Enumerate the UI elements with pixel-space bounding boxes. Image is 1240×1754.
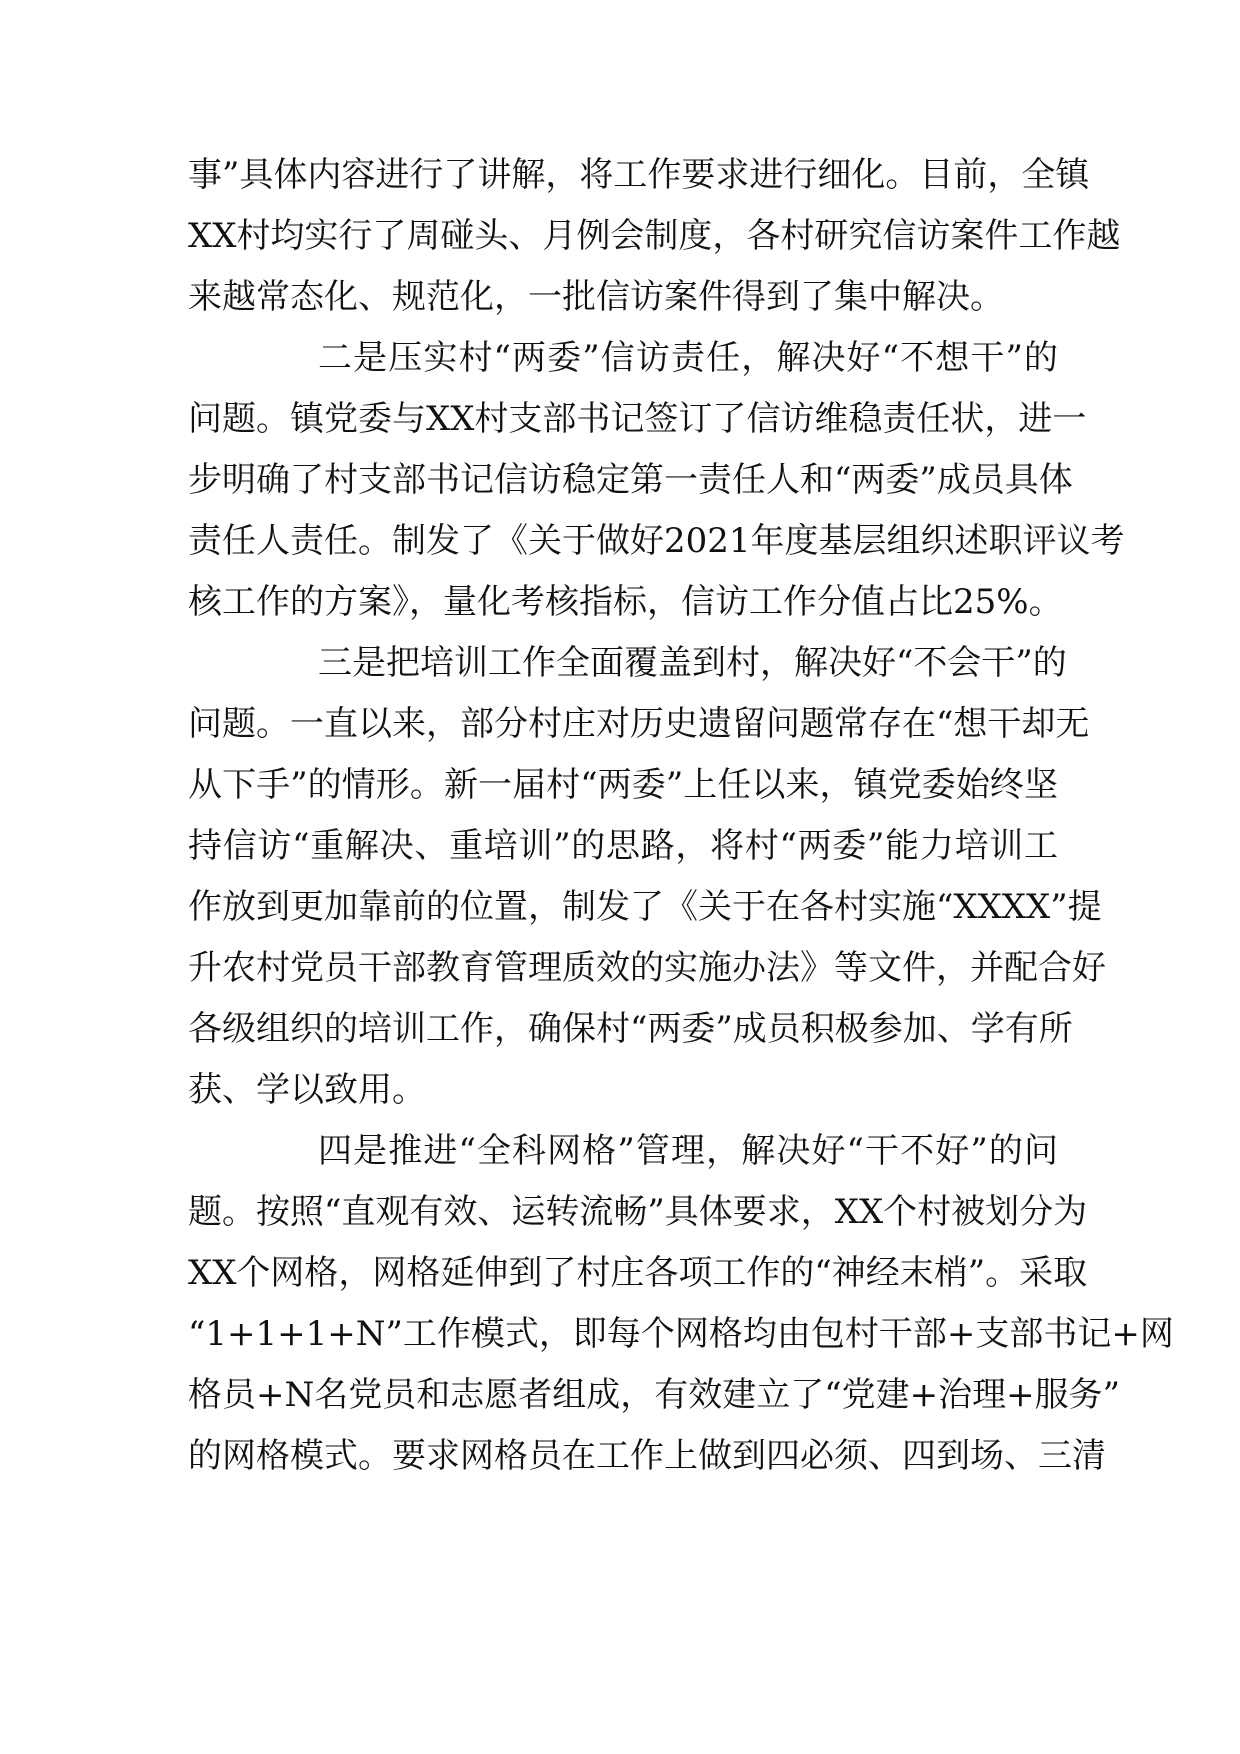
text-line: 问题。镇党委与XX村支部书记签订了信访维稳责任状，进一 — [188, 399, 1087, 439]
text-line: 事”具体内容进行了讲解，将工作要求进行细化。目前，全镇 — [188, 155, 1090, 195]
text-line: 责任人责任。制发了《关于做好2021年度基层组织述职评议考 — [188, 521, 1125, 561]
text-line: 的网格模式。要求网格员在工作上做到四必须、四到场、三清 — [188, 1436, 1106, 1476]
paragraph-heading-line: 二是压实村“两委”信访责任，解决好“不想干”的 — [318, 338, 1058, 378]
text-line: 步明确了村支部书记信访稳定第一责任人和“两委”成员具体 — [188, 460, 1073, 500]
text-line: XX村均实行了周碰头、月例会制度，各村研究信访案件工作越 — [188, 216, 1121, 256]
text-line: 各级组织的培训工作，确保村“两委”成员积极参加、学有所 — [188, 1009, 1073, 1049]
text-line: “1+1+1+N”工作模式，即每个网格均由包村干部+支部书记+网 — [188, 1314, 1174, 1354]
text-line: 从下手”的情形。新一届村“两委”上任以来，镇党委始终坚 — [188, 765, 1058, 805]
text-line: XX个网格，网格延伸到了村庄各项工作的“神经末梢”。采取 — [188, 1253, 1088, 1293]
text-line: 核工作的方案》，量化考核指标，信访工作分值占比25%。 — [188, 582, 1063, 622]
paragraph-heading-line: 四是推进“全科网格”管理，解决好“干不好”的问 — [318, 1131, 1058, 1171]
text-line: 升农村党员干部教育管理质效的实施办法》等文件，并配合好 — [188, 948, 1106, 988]
text-line: 持信访“重解决、重培训”的思路，将村“两委”能力培训工 — [188, 826, 1058, 866]
text-line: 获、学以致用。 — [188, 1070, 426, 1110]
text-line: 来越常态化、规范化，一批信访案件得到了集中解决。 — [188, 277, 1004, 317]
text-line: 格员+N名党员和志愿者组成，有效建立了“党建+治理+服务” — [188, 1375, 1120, 1415]
text-line: 问题。一直以来，部分村庄对历史遗留问题常存在“想干却无 — [188, 704, 1090, 744]
text-line: 题。按照“直观有效、运转流畅”具体要求，XX个村被划分为 — [188, 1192, 1088, 1232]
text-line: 作放到更加靠前的位置，制发了《关于在各村实施“XXXX”提 — [188, 887, 1102, 927]
paragraph-heading-line: 三是把培训工作全面覆盖到村，解决好“不会干”的 — [318, 643, 1067, 683]
